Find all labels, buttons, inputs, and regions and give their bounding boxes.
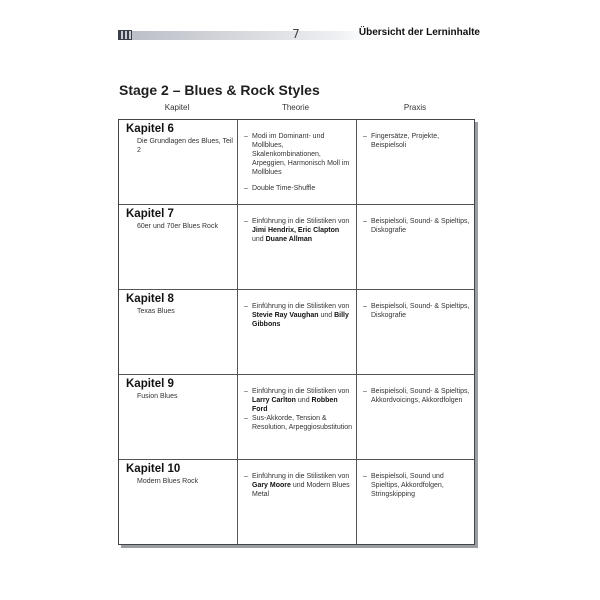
column-headers <box>118 103 475 115</box>
theorie-cell <box>237 460 357 544</box>
section-title: Übersicht der Lerninhalte <box>358 27 480 38</box>
theorie-item: – Einführung in die Stilistiken von Larry Carlton und Robben Ford <box>244 387 352 414</box>
stage-title: Stage 2 – Blues & Rock Styles <box>119 82 320 98</box>
chapter-title: Kapitel 7 <box>126 208 174 220</box>
theorie-cell <box>237 290 357 374</box>
table-row <box>119 460 474 544</box>
theorie-item: – Einführung in die Stilistiken von Jimi Hendrix, Eric Clapton und Duane Allman <box>244 217 352 244</box>
kapitel-cell <box>119 375 238 459</box>
theorie-cell <box>237 375 357 459</box>
chapter-title: Kapitel 6 <box>126 123 174 135</box>
page-number: 7 <box>292 27 300 41</box>
praxis-item: – Beispielsoli, Sound- & Spieltips, Diskografie <box>363 302 471 320</box>
kapitel-cell <box>119 290 238 374</box>
chapter-table <box>118 119 475 545</box>
chapter-title: Kapitel 10 <box>126 463 181 475</box>
theorie-item: – Einführung in die Stilistiken von Stevie Ray Vaughan und Billy Gibbons <box>244 302 352 329</box>
theorie-cell <box>237 120 357 204</box>
table-row <box>119 205 474 290</box>
column-header-praxis: Praxis <box>403 103 427 112</box>
kapitel-cell <box>119 120 238 204</box>
chapter-title: Kapitel 9 <box>126 378 174 390</box>
kapitel-cell <box>119 205 238 289</box>
kapitel-cell <box>119 460 238 544</box>
praxis-item: – Beispielsoli, Sound und Spieltips, Akkordfolgen, Stringskipping <box>363 472 471 499</box>
book-logo-icon <box>118 30 132 40</box>
praxis-item: – Beispielsoli, Sound- & Spieltips, Akkordvoicings, Akkordfolgen <box>363 387 471 405</box>
chapter-subtitle: 60er und 70er Blues Rock <box>137 223 218 230</box>
table-row <box>119 290 474 375</box>
theorie-item: – Double Time-Shuffle <box>244 184 352 193</box>
chapter-subtitle: Fusion Blues <box>137 393 178 400</box>
chapter-subtitle: Die Grundlagen des Blues, Teil 2 <box>137 138 233 154</box>
theorie-item: – Sus-Akkorde, Tension & Resolution, Arpeggiosubstitution <box>244 414 352 432</box>
chapter-subtitle: Texas Blues <box>137 308 175 315</box>
table-row <box>119 375 474 460</box>
praxis-item: – Beispielsoli, Sound- & Spieltips, Diskografie <box>363 217 471 235</box>
chapter-subtitle: Modern Blues Rock <box>137 478 199 485</box>
praxis-cell <box>356 375 474 459</box>
praxis-cell <box>356 205 474 289</box>
column-header-theorie: Theorie <box>281 103 310 112</box>
column-header-kapitel: Kapitel <box>164 103 190 112</box>
praxis-cell <box>356 460 474 544</box>
table-row <box>119 120 474 205</box>
theorie-item: – Modi im Dominant- und Mollblues, Skalenkombinationen, Arpeggien, Harmonisch Moll im Mollblues <box>244 132 352 177</box>
praxis-cell <box>356 120 474 204</box>
theorie-item: – Einführung in die Stilistiken von Gary Moore und Modern Blues Metal <box>244 472 352 499</box>
praxis-item: – Fingersätze, Projekte, Beispielsoli <box>363 132 471 150</box>
praxis-cell <box>356 290 474 374</box>
chapter-title: Kapitel 8 <box>126 293 174 305</box>
theorie-cell <box>237 205 357 289</box>
